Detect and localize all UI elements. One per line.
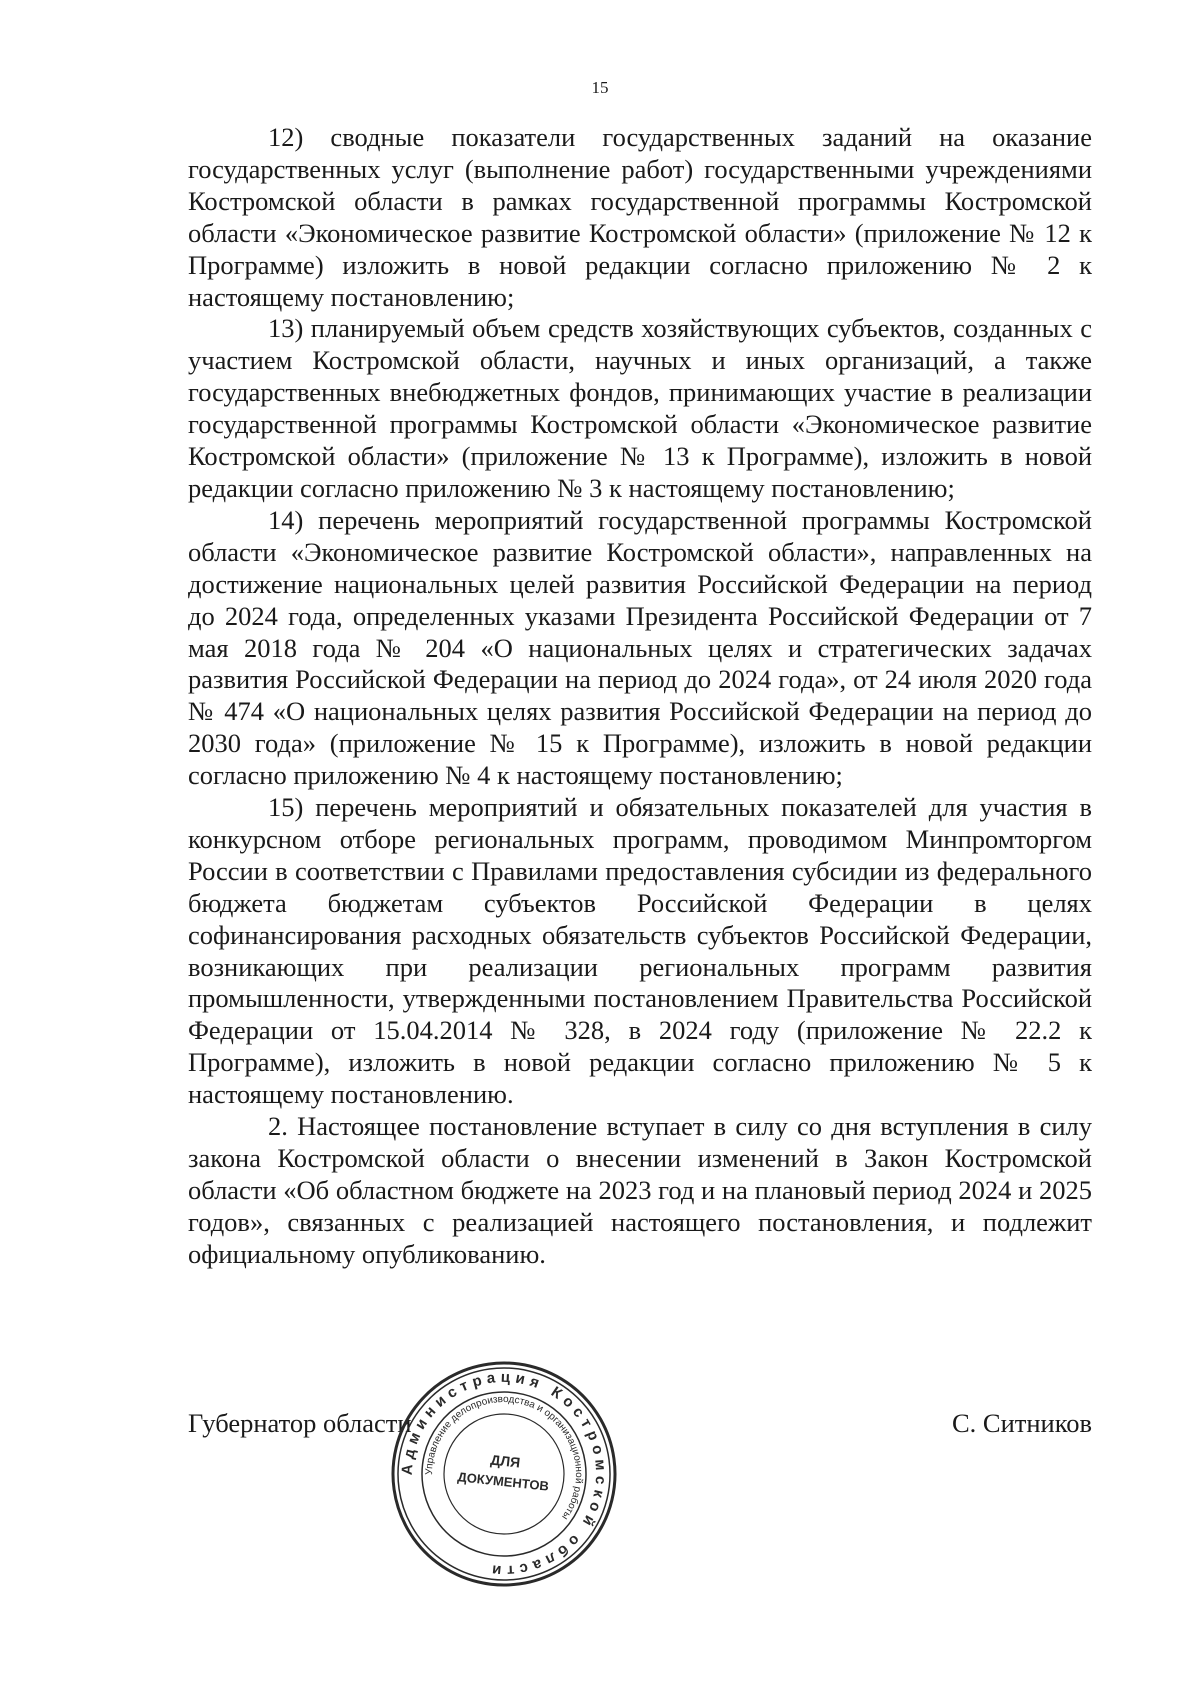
paragraph-clause-2: 2. Настоящее постановление вступает в силу со дня вступления в силу закона Костромской области о внесении изменений в Закон Костромской области «Об областном бюджете на 2023 год и на плановый период 2024 и 2025 годов», связанных с реализацией настоящего постановления, и подлежит официальному опубликованию. (188, 1111, 1092, 1269)
paragraph-item-12: 12) сводные показатели государственных заданий на оказание государственных услуг (выполнение работ) государственными учреждениями Костромской области в рамках государственной программы Костромской области «Экономическое развитие Костромской области» (приложение № 12 к Программе) изложить в новой редакции согласно приложению № 2 к настоящему постановлению; (188, 122, 1092, 312)
seal-icon (388, 1358, 620, 1590)
paragraph-item-13: 13) планируемый объем средств хозяйствующих субъектов, созданных с участием Костромской области, научных и иных организаций, а также государственных внебюджетных фондов, принимающих участие в реализации государственной программы Костромской области «Экономическое развитие Костромской области» (приложение № 13 к Программе), изложить в новой редакции согласно приложению № 3 к настоящему постановлению; (188, 313, 1092, 503)
seal-outer-text: Администрация Костромской области (398, 1368, 610, 1580)
signature-block (188, 1408, 1092, 1448)
paragraph-item-15: 15) перечень мероприятий и обязательных показателей для участия в конкурсном отборе региональных программ, проводимом Минпромторгом России в соответствии с Правилами предоставления субсидии из федерального бюджета бюджетам субъектов Российской Федерации в целях софинансирования расходных обязательств субъектов Российской Федерации, возникающих при реализации региональных программ развития промышленности, утвержденными постановлением Правительства Российской Федерации от 15.04.2014 № 328, в 2024 году (приложение № 22.2 к Программе), изложить в новой редакции согласно приложению № 5 к настоящему постановлению. (188, 792, 1092, 1110)
seal-center-line-2: ДОКУМЕНТОВ (456, 1469, 550, 1494)
signatory-position: Губернатор области (188, 1408, 412, 1438)
seal-inner-text: Управление делопроизводства и организационной работы (423, 1393, 585, 1522)
document-body (188, 122, 1092, 1271)
page-number: 15 (591, 78, 609, 97)
seal-center-line-1: ДЛЯ (489, 1451, 522, 1471)
official-seal-stamp (388, 1358, 620, 1590)
signatory-name: С. Ситников (951, 1408, 1092, 1438)
paragraph-item-14: 14) перечень мероприятий государственной программы Костромской области «Экономическое развитие Костромской области», направленных на достижение национальных целей развития Российской Федерации на период до 2024 года, определенных указами Президента Российской Федерации от 7 мая 2018 года № 204 «О национальных целях и стратегических задачах развития Российской Федерации на период до 2024 года», от 24 июля 2020 года № 474 «О национальных целях развития Российской Федерации на период до 2030 года» (приложение № 15 к Программе), изложить в новой редакции согласно приложению № 4 к настоящему постановлению; (188, 504, 1092, 791)
